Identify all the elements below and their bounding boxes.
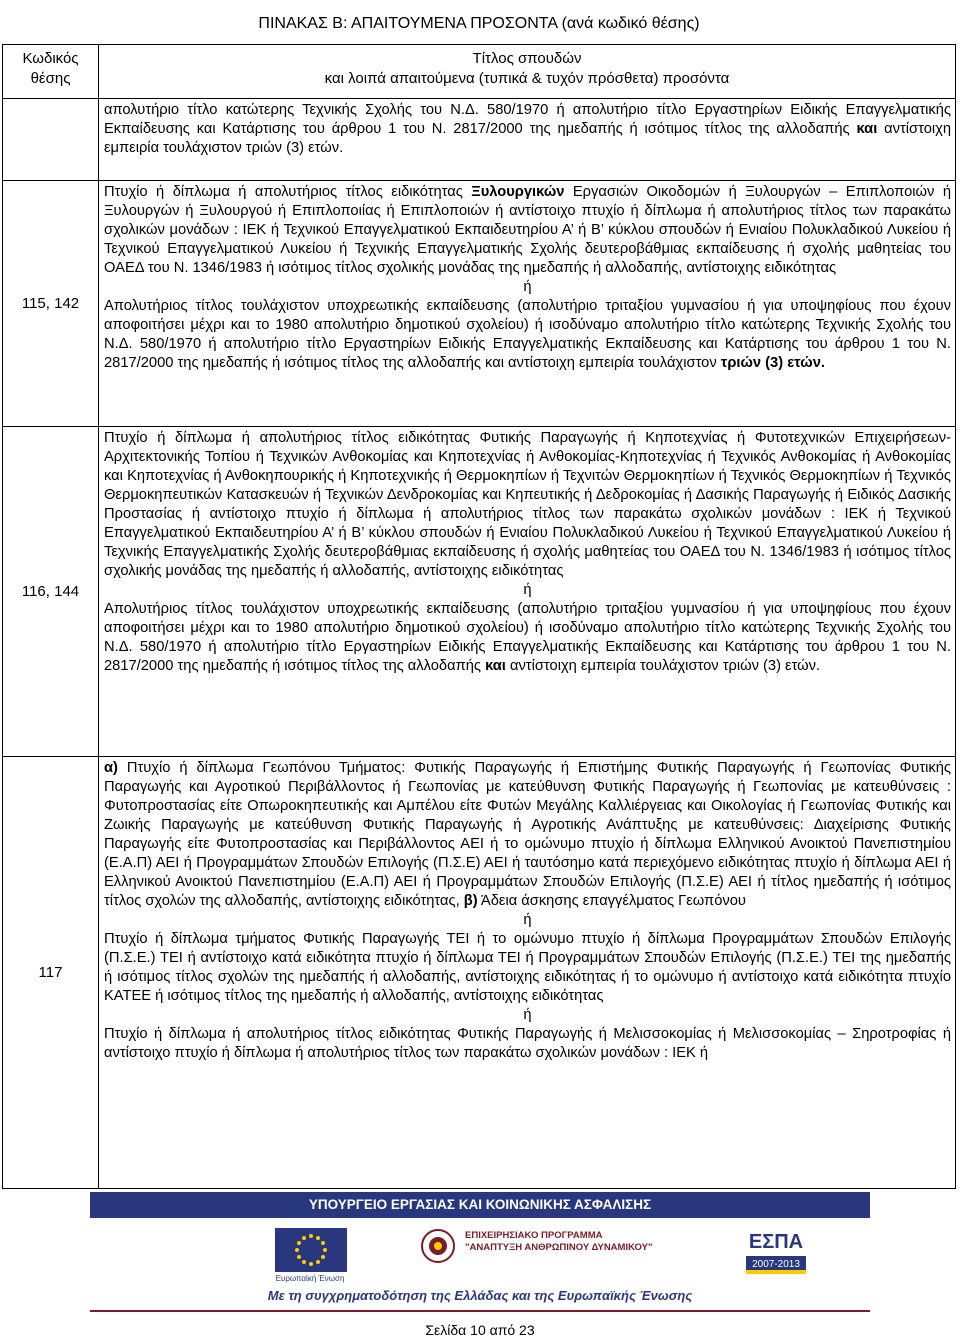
cofunding-slogan: Με τη συγχρηματοδότηση της Ελλάδας και της Ευρωπαϊκής Ένωσης — [267, 1288, 693, 1303]
espa-label: ΕΣΠΑ — [748, 1231, 804, 1253]
header-code: Κωδικός θέσης — [3, 45, 99, 99]
row-code: 115, 142 — [3, 181, 99, 427]
header-qualifications-line2: και λοιπά απαιτούμενα (τυπικά & τυχόν πρόσθετα) προσόντα — [324, 70, 730, 87]
or-separator: ή — [523, 582, 532, 598]
table-header-row — [3, 45, 956, 99]
qualification-paragraph: Πτυχίο ή δίπλωμα ή απολυτήριος τίτλος ειδικότητας Ξυλουργικών Εργασιών Οικοδομών ή Ξυλουργών – Επιπλοποιών ή Ξυλουργών ή Ξυλουργού ή Επιπλοποιίας ή Επιπλοποιών ή αντίστοιχο πτυχίο ή δίπλωμα ή απολυτήριος τίτλος των παρακάτω σχολικών μονάδων : ΙΕΚ ή Τεχνικού Επαγγελματικού Εκπαιδευτηρίου Α’ ή Β’ κύκλου σπουδών ή Ενιαίου Πολυκλαδικού Λυκείου ή Τεχνικού Επαγγελματικού Λυκείου ή Τεχνικής Επαγγελματικής Σχολής δευτεροβάθμιας εκπαίδευσης ή σχολής μαθητείας του ΟΑΕΔ του Ν. 1346/1983 ή ισότιμος τίτλος σχολικής μονάδας της ημεδαπής ή αλλοδαπής, αντίστοιχης ειδικότητας — [104, 184, 951, 276]
eu-caption: Ευρωπαϊκή Ένωση — [275, 1274, 345, 1283]
row-qualifications — [99, 427, 956, 757]
row-code: 116, 144 — [3, 427, 99, 757]
espa-years: 2007-2013 — [752, 1259, 800, 1270]
qualification-paragraph: Πτυχίο ή δίπλωμα ή απολυτήριος τίτλος ειδικότητας Φυτικής Παραγωγής ή Μελισσοκομίας ή Μελισσοκομίας – Σηροτροφίας ή αντίστοιχο πτυχίο ή δίπλωμα ή απολυτήριος τίτλος των παρακάτω σχολικών μονάδων : ΙΕΚ ή — [104, 1026, 951, 1061]
eu-flag-icon — [275, 1228, 347, 1272]
table-row-117 — [3, 757, 956, 1189]
row-qualifications — [99, 757, 956, 1189]
table-row-115-142 — [3, 181, 956, 427]
or-separator: ή — [523, 279, 532, 295]
qualification-paragraph: α) Πτυχίο ή δίπλωμα Γεωπόνου Τμήματος: Φυτικής Παραγωγής ή Επιστήμης Φυτικής Παραγωγής ή Γεωπονίας Φυτικής Παραγωγής και Αγροτικού Περιβάλλοντος ή Γεωπονίας με κατεύθυνση Φυτικής Παραγωγής ή Γεωπονίας με κατευθύνσεις : Φυτοπροστασίας είτε Οπωροκηπευτικής και Αμπέλου είτε Φυτών Μεγάλης Καλλιέργειας και Οικολογίας ή Γεωπονίας Φυτικής και Ζωικής Παραγωγής με κατεύθυνση Φυτικής Παραγωγής ή Αγροτικής Ανάπτυξης με κατευθύνσεις: Διαχείρισης Φυτικής Παραγωγής είτε Φυτοπροστασίας και Περιβάλλοντος ΑΕΙ ή το ομώνυμο πτυχίο ή δίπλωμα Ελληνικού Ανοικτού Πανεπιστημίου (Ε.Α.Π) ΑΕΙ ή Προγραμμάτων Σπουδών Επιλογής (Π.Σ.Ε) ΑΕΙ ή ταυτόσημο κατά περιεχόμενο ειδικότητας πτυχίο ή δίπλωμα ΑΕΙ ή Ελληνικού Ανοικτού Πανεπιστημίου (Ε.Α.Π) ΑΕΙ ή Προγραμμάτων Σπουδών Επιλογής (Π.Σ.Ε) ΑΕΙ ή τίτλος ημεδαπής ή ισότιμος τίτλος σχολών της αλλοδαπής, αντίστοιχης ειδικότητας, β) Άδεια άσκησης επαγγέλματος Γεωπόνου — [104, 760, 951, 909]
row-code-empty — [3, 99, 99, 181]
header-qualifications — [99, 45, 956, 99]
header-qualifications-line1: Τίτλος σπουδών — [472, 50, 582, 67]
ministry-banner: ΥΠΟΥΡΓΕΙΟ ΕΡΓΑΣΙΑΣ ΚΑΙ ΚΟΙΝΩΝΙΚΗΣ ΑΣΦΑΛΙΣΗΣ — [90, 1192, 870, 1218]
row-code: 117 — [3, 757, 99, 1189]
espa-logo-icon — [740, 1224, 812, 1278]
table-title-row — [3, 4, 956, 45]
table-row-116-144 — [3, 427, 956, 757]
row-qualifications — [99, 181, 956, 427]
qualification-paragraph: Απολυτήριος τίτλος τουλάχιστον υποχρεωτικής εκπαίδευσης (απολυτήριο τριταξίου γυμνασίου ή για υποψηφίους που έχουν αποφοιτήσει μέχρι και το 1980 απολυτήριο δημοτικού σχολείου) ή ισοδύναμο απολυτήριο τίτλο κατώτερης Τεχνικής Σχολής του Ν.Δ. 580/1970 ή απολυτήριο τίτλο Εργαστηρίων Ειδικής Επαγγελματικής Εκπαίδευσης και Κατάρτισης του άρθρου 1 του Ν. 2817/2000 της ημεδαπής ή ισότιμος τίτλος της αλλοδαπής και αντίστοιχη εμπειρία τουλάχιστον τριών (3) ετών. — [104, 298, 951, 371]
qualification-paragraph: Πτυχίο ή δίπλωμα τμήματος Φυτικής Παραγωγής ΤΕΙ ή το ομώνυμο πτυχίο ή δίπλωμα Προγραμμάτων Σπουδών Επιλογής (Π.Σ.Ε.) ΤΕΙ ή αντίστοιχο κατά ειδικότητα πτυχίο ή δίπλωμα ΤΕΙ ή Προγραμμάτων Σπουδών Επιλογής (Π.Σ.Ε.) ΤΕΙ της ημεδαπής ή ισότιμος τίτλος σχολών της ημεδαπής ή αλλοδαπής, αντίστοιχης ειδικότητας ή το ομώνυμο ή αντίστοιχο κατά ειδικότητα πτυχίο ΚΑΤΕΕ ή ισότιμος τίτλος της ημεδαπής ή αλλοδαπής, αντίστοιχης ειδικότητας — [104, 931, 951, 1004]
funding-footer — [90, 1192, 870, 1310]
row-qualifications — [99, 99, 956, 181]
qualification-paragraph: απολυτήριο τίτλο κατώτερης Τεχνικής Σχολής του Ν.Δ. 580/1970 ή απολυτήριο τίτλο Εργαστηρίων Ειδικής Επαγγελματικής Εκπαίδευσης και Κατάρτισης του άρθρου 1 του Ν. 2817/2000 της ημεδαπής ή ισότιμος τίτλος της αλλοδαπής και αντίστοιχη εμπειρία τουλάχιστον τριών (3) ετών. — [104, 102, 952, 156]
logos-strip — [90, 1218, 870, 1312]
table-row-continuation — [3, 99, 956, 181]
requirements-table — [2, 4, 956, 1189]
or-separator: ή — [523, 912, 532, 928]
program-emblem-icon — [420, 1228, 456, 1264]
qualification-paragraph: Πτυχίο ή δίπλωμα ή απολυτήριος τίτλος ειδικότητας Φυτικής Παραγωγής ή Κηποτεχνίας ή Φυτοτεχνικών Επιχειρήσεων- Αρχιτεκτονικής Τοπίου ή Τεχνικών Ανθοκομίας και Κηποτεχνίας ή Ανθοκομίας-Κηποτεχνίας ή Τεχνικός Ανθοκομίας ή Ανθοκομίας και Κηποτεχνίας ή Ανθοκηπουρικής ή Κηποτεχνικής ή Θερμοκηπίων ή Τεχνιτών Θερμοκηπίων ή Τεχνικός Θερμοκηπίων ή Τεχνικός Θερμοκηπευτικών Κατασκευών ή Τεχνικών Δενδροκομίας και Κηπευτικής ή Δεδροκομίας ή Δασικής Παραγωγής ή Ειδικός Δασικής Προστασίας ή αντίστοιχο πτυχίο ή δίπλωμα ή απολυτήριος τίτλος των παρακάτω σχολικών μονάδων : ΙΕΚ ή Τεχνικού Επαγγελματικού Εκπαιδευτηρίου Α’ ή Β’ κύκλου σπουδών ή Ενιαίου Πολυκλαδικού Λυκείου ή Τεχνικού Επαγγελματικού Λυκείου ή Τεχνικής Επαγγελματικής Σχολής δευτεροβάθμιας εκπαίδευσης ή σχολής μαθητείας του ΟΑΕΔ του Ν. 1346/1983 ή ισότιμος τίτλος σχολικής μονάδας της ημεδαπής ή αλλοδαπής, αντίστοιχης ειδικότητας — [104, 430, 951, 579]
or-separator: ή — [523, 1007, 532, 1023]
qualification-paragraph: Απολυτήριος τίτλος τουλάχιστον υποχρεωτικής εκπαίδευσης (απολυτήριο τριταξίου γυμνασίου ή για υποψηφίους που έχουν αποφοιτήσει μέχρι και το 1980 απολυτήριο δημοτικού σχολείου) ή ισοδύναμο απολυτήριο τίτλο κατώτερης Τεχνικής Σχολής του Ν.Δ. 580/1970 ή απολυτήριο τίτλο Εργαστηρίων Ειδικής Επαγγελματικής Εκπαίδευσης και Κατάρτισης του άρθρου 1 του Ν. 2817/2000 της ημεδαπής ή ισότιμος τίτλος της αλλοδαπής και αντίστοιχη εμπειρία τουλάχιστον τριών (3) ετών. — [104, 601, 951, 674]
operational-program-logo: ΕΠΙΧΕΙΡΗΣΙΑΚΟ ΠΡΟΓΡΑΜΜΑ "ΑΝΑΠΤΥΞΗ ΑΝΘΡΩΠΙΝΟΥ ΔΥΝΑΜΙΚΟΥ" — [465, 1230, 653, 1253]
table-title: ΠΙΝΑΚΑΣ Β: ΑΠΑΙΤΟΥΜΕΝΑ ΠΡΟΣΟΝΤΑ (ανά κωδικό θέσης) — [258, 15, 700, 32]
page-number: Σελίδα 10 από 23 — [425, 1322, 535, 1338]
